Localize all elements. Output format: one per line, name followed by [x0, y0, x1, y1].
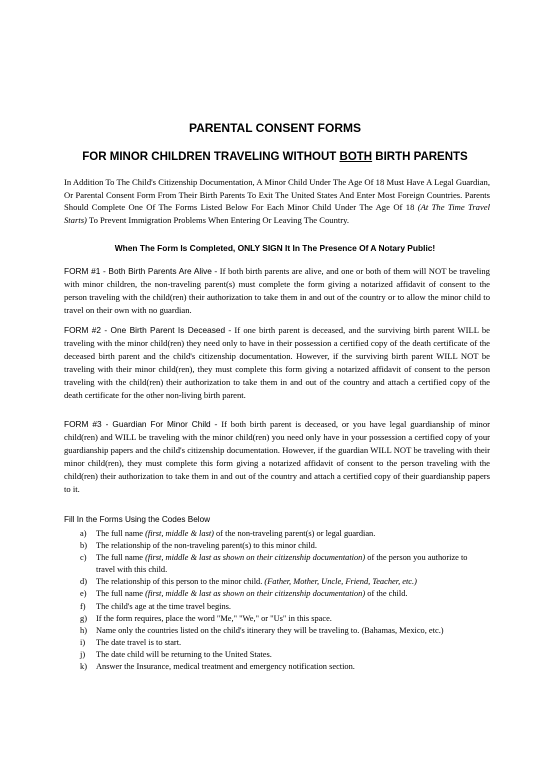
list-item-letter: i): [80, 637, 86, 647]
instructions-heading: Fill In the Forms Using the Codes Below: [64, 515, 211, 524]
list-item-letter: e): [80, 589, 87, 599]
instructions-list: [80, 528, 482, 673]
subtitle-text-before: FOR MINOR CHILDREN TRAVELING WITHOUT: [82, 151, 340, 163]
list-item: [80, 576, 482, 588]
list-item-text: Name only the countries listed on the child's itinerary they will be traveling to. (Bahamas, Mexico, etc.): [96, 625, 444, 635]
list-item: [80, 661, 482, 673]
list-item: [80, 552, 482, 576]
list-item-text: The date travel is to start.: [96, 637, 182, 647]
form-2-body: - If one birth parent is deceased, and the surviving birth parent WILL be traveling with the minor child(ren) they need only to have in their possession a certified copy of the death certificate of the deceased birth parent and the child's citizenship documentation. However, if the surviving birth parent WILL NOT be traveling with their minor child(ren), they must complete this form giving a notarized affidavit of consent to the person traveling with the child(ren) their authorization to take them in and out of the country and attach a certified copy of the death certificate for the other non-living birth parent.: [64, 325, 490, 400]
form-3-heading: FORM #3 - Guardian For Minor Child: [64, 419, 211, 429]
form-3-body: - If both birth parent is deceased, or you have legal guardianship of minor child(ren) and WILL be traveling with the minor child(ren) you need only have in your possession a certified copy of your guardianship papers and the child's citizenship documentation. However, if the guardian WILL NOT be traveling with their minor child(ren), they must complete this form giving a notarized affidavit of consent to the person traveling with the child(ren) their authorization to take them in and out of the country and attach a certified copy of their guardianship papers to it.: [64, 419, 490, 494]
list-item-italic: (first, middle & last): [145, 529, 214, 538]
list-item: [80, 613, 482, 625]
list-item-italic: (Father, Mother, Uncle, Friend, Teacher, etc.): [264, 577, 417, 587]
list-item: [80, 540, 482, 552]
list-item-letter: d): [80, 577, 87, 587]
list-item-letter: c): [80, 553, 87, 563]
list-item-letter: h): [80, 625, 87, 635]
intro-paragraph: [64, 176, 490, 226]
intro-italic-note: (At The Time Travel Starts): [64, 202, 491, 225]
list-item: [80, 528, 482, 540]
list-item-letter: j): [80, 649, 86, 659]
form-1-heading: FORM #1 - Both Birth Parents Are Alive: [64, 266, 212, 276]
list-item-text: The date child will be returning to the United States.: [96, 649, 272, 659]
list-item-letter: b): [80, 541, 87, 551]
list-item-text-after: of the person you authorize to travel with this child.: [96, 553, 468, 575]
intro-text-1: In Addition To The Child's Citizenship Documentation, A Minor Child Under The Age Of 18 Must Have A Legal Guardian, Or Parental Consent Form From Their Birth Parents To Exit The United States And Enter Most Foreign Countries. Parents Should Complete One Of The Forms Listed Below For Each Minor Child Under The Age Of 18: [64, 177, 490, 213]
list-item-italic: (first, middle & last as shown on their citizenship documentation): [145, 589, 366, 599]
list-item: [80, 601, 482, 613]
list-item-letter: f): [80, 601, 86, 611]
intro-text-2: To Prevent Immigration Problems When Entering Or Leaving The Country.: [86, 214, 350, 225]
list-item-letter: k): [80, 662, 87, 672]
list-item-text: Answer the Insurance, medical treatment and emergency notification section.: [96, 662, 355, 672]
list-item: [80, 588, 482, 600]
list-item-text-after: of the child.: [365, 589, 408, 599]
list-item-letter: g): [80, 613, 87, 623]
list-item-text: The full name: [96, 529, 146, 538]
page-title: PARENTAL CONSENT FORMS: [188, 121, 361, 135]
list-item-italic: (first, middle & last as shown on their citizenship documentation): [145, 553, 366, 563]
list-item-text: If the form requires, place the word "Me," "We," or "Us" in this space.: [96, 613, 332, 623]
list-item-text: The full name: [96, 553, 146, 563]
list-item-text: The relationship of the non-traveling parent(s) to this minor child.: [96, 541, 317, 551]
list-item-text-after: of the non-traveling parent(s) or legal guardian.: [213, 529, 376, 538]
notary-warning: When The Form Is Completed, ONLY SIGN It In The Presence Of A Notary Public!: [114, 243, 436, 253]
form-1-body: - If both birth parents are alive, and one or both of them will NOT be traveling with minor children, the non-traveling parent(s) must complete the form giving a notarized affidavit of consent to the person traveling with the child(ren) their authorization to take them in and out of the country or to allow the minor child to travel on their own with no guardian.: [64, 266, 490, 315]
page-subtitle: [0, 151, 550, 163]
list-item-text: The child's age at the time travel begins.: [96, 601, 231, 611]
list-item-letter: a): [80, 529, 87, 538]
form-3-paragraph: [64, 418, 490, 495]
list-item-text: The full name: [96, 589, 146, 599]
list-item: [80, 637, 482, 649]
form-1-paragraph: [64, 265, 490, 317]
form-2-paragraph: [64, 324, 490, 401]
form-2-heading: FORM #2 - One Birth Parent Is Deceased: [64, 325, 226, 335]
subtitle-underlined-word: BOTH: [339, 151, 373, 163]
list-item-text: The relationship of this person to the minor child.: [96, 577, 265, 587]
list-item: [80, 625, 482, 637]
subtitle-text-after: BIRTH PARENTS: [372, 151, 468, 163]
list-item: [80, 649, 482, 661]
